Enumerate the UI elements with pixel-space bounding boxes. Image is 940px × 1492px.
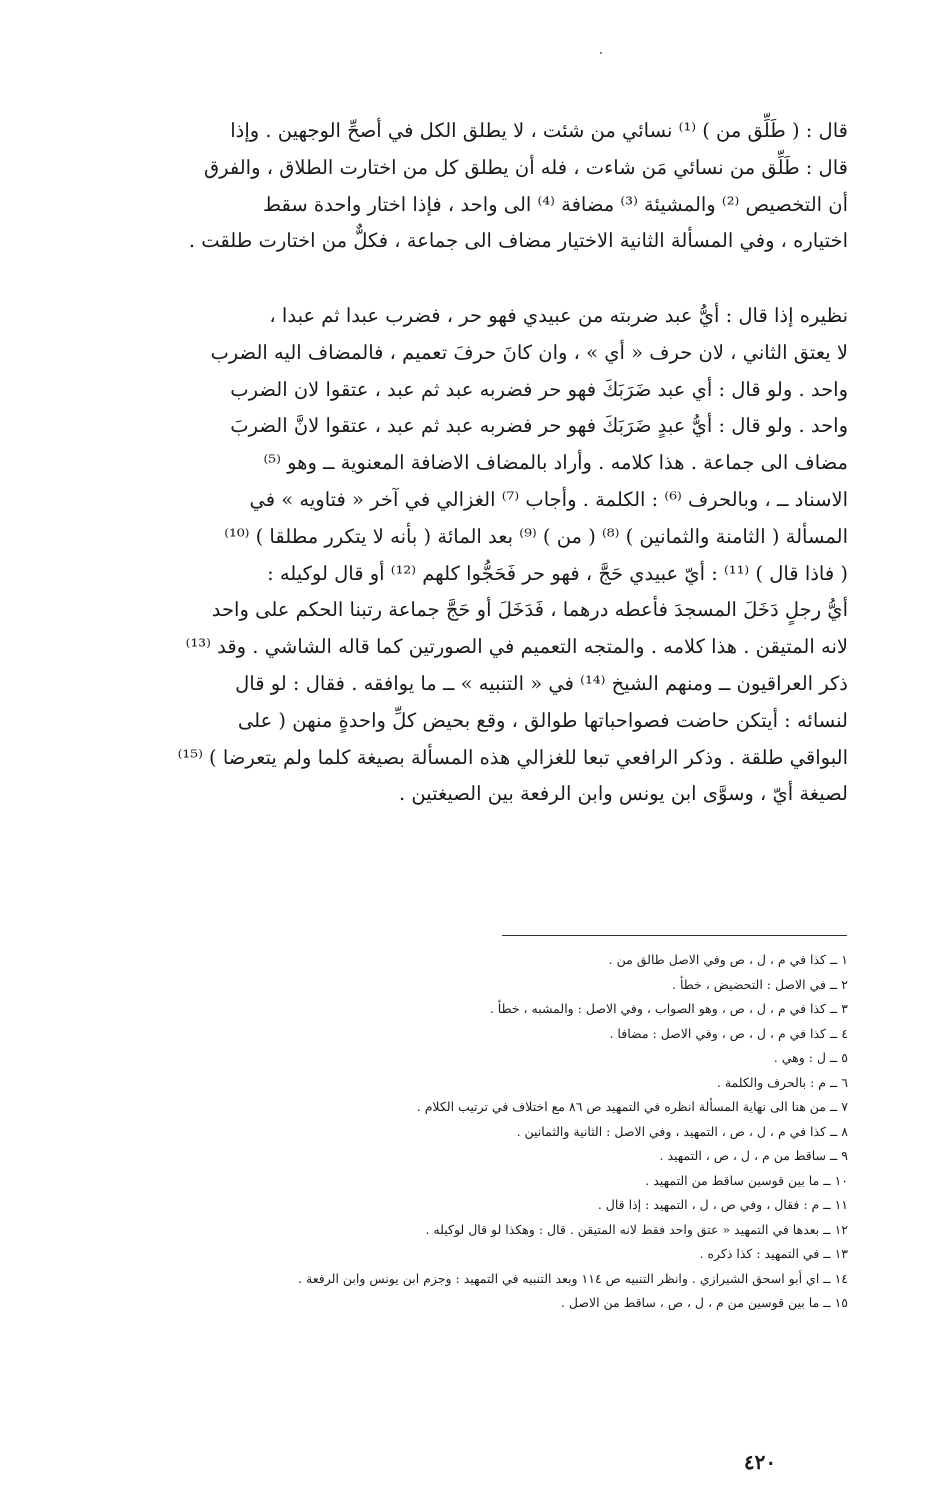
footnote: ١١ ــ م : فقال ، وفي ص ، ل ، التمهيد : إذا قال . bbox=[597, 1197, 848, 1212]
text-line: أن التخصيص ⁽²⁾ والمشيئة ⁽³⁾ مضافة ⁽⁴⁾ الى واحد ، فإذا اختار واحدة سقط bbox=[263, 192, 848, 216]
text-line: نظيره إذا قال : أيُّ عبد ضربته من عبيدي فهو حر ، فضرب عبدا ثم عبدا ، bbox=[269, 304, 848, 327]
footnotes bbox=[88, 948, 848, 1316]
footnote: ٦ ــ م : بالحرف والكلمة . bbox=[716, 1074, 848, 1090]
footnote: ٢ ــ في الاصل : التحضيض ، خطأ . bbox=[672, 976, 848, 992]
footnote: ١٢ ــ بعدها في التمهيد « عتق واحد فقط لانه المتيقن . قال : وهكذا لو قال لوكيله . bbox=[425, 1221, 848, 1237]
footnote: ١ ــ كذا في م ، ل ، ص وفي الاصل طالق من . bbox=[608, 952, 848, 967]
page-speck bbox=[600, 52, 602, 54]
footnote: ١٤ ــ اي أبو اسحق الشيرازي . وانظر التنبيه ص ١١٤ وبعد التنبيه في التمهيد : وجزم ابن يونس وابن الرفعة . bbox=[298, 1270, 848, 1286]
text-line: مضاف الى جماعة . هذا كلامه . وأراد بالمضاف الاضافة المعنوية ــ وهو ⁽⁵⁾ bbox=[263, 451, 848, 475]
text-line: قال : ( طَلِّق من ) ⁽¹⁾ نسائي من شئت ، لا يطلق الكل في أصحِّ الوجهين . وإذا bbox=[230, 119, 848, 142]
text-line: لانه المتيقن . هذا كلامه . والمتجه التعميم في الصورتين كما قاله الشاشي . وقد ⁽¹³⁾ bbox=[185, 635, 848, 659]
footnote: ١٣ ــ في التمهيد : كذا ذكره . bbox=[699, 1246, 848, 1261]
text-line: قال : طَلِّق من نسائي مَن شاءت ، فله أن يطلق كل من اختارت الطلاق ، والفرق bbox=[203, 155, 848, 179]
footnote: ٩ ــ ساقط من م ، ل ، ص ، التمهيد . bbox=[659, 1148, 848, 1163]
footnote: ٥ ــ ل : وهي . bbox=[773, 1050, 848, 1065]
main-text-paragraph-1 bbox=[88, 113, 848, 260]
footnote: ١٠ ــ ما بين قوسين ساقط من التمهيد . bbox=[645, 1172, 848, 1188]
footnote: ٧ ــ من هنا الى نهاية المسألة انظره في التمهيد ص ٨٦ مع اختلاف في ترتيب الكلام . bbox=[416, 1099, 848, 1114]
text-line: لصيغة أيّ ، وسوَّى ابن يونس وابن الرفعة بين الصيغتين . bbox=[398, 782, 848, 806]
text-line: ( فاذا قال ) ⁽¹¹⁾ : أيّ عبيدي حَجَّ ، فهو حر فَحَجُّوا كلهم ⁽¹²⁾ أو قال لوكيله : bbox=[267, 561, 848, 585]
text-line: اختياره ، وفي المسألة الثانية الاختيار مضاف الى جماعة ، فكلٌّ من اختارت طلقت . bbox=[188, 229, 848, 253]
text-line: الاسناد ــ ، وبالحرف ⁽⁶⁾ : الكلمة . وأجاب ⁽⁷⁾ الغزالي في آخر « فتاويه » في bbox=[249, 487, 848, 511]
text-line: البواقي طلقة . وذكر الرافعي تبعا للغزالي هذه المسألة بصيغة كلما ولم يتعرضا ) ⁽¹⁵⁾ bbox=[177, 745, 848, 769]
text-line: ذكر العراقيون ــ ومنهم الشيخ ⁽¹⁴⁾ في « التنبيه » ــ ما يوافقه . فقال : لو قال bbox=[235, 671, 848, 695]
text-line: واحد . ولو قال : أي عبد ضَرَبَكَ فهو حر فضربه عبد ثم عبد ، عتقوا لان الضرب bbox=[230, 377, 848, 401]
text-line: المسألة ( الثامنة والثمانين ) ⁽⁸⁾ ( من ) ⁽⁹⁾ بعد المائة ( بأنه لا يتكرر مطلقا ) ⁽¹⁰⁾ bbox=[224, 524, 848, 548]
text-line: أيُّ رجلٍ دَخَلَ المسجدَ فأعطه درهما ، فَدَخَلَ أو حَجَّ جماعة رتبنا الحكم على واحد bbox=[211, 598, 848, 622]
text-line: لا يعتق الثاني ، لان حرف « أي » ، وان كانَ حرفَ تعميم ، فالمضاف اليه الضرب bbox=[210, 340, 848, 364]
footnote: ١٥ ــ ما بين قوسين من م ، ل ، ص ، ساقط من الاصل . bbox=[560, 1295, 848, 1310]
text-line: واحد . ولو قال : أيُّ عبدٍ ضَرَبَكَ فهو حر فضربه عبد ثم عبد ، عتقوا لانَّ الضربَ bbox=[230, 414, 848, 438]
page-number: ٤٢٠ bbox=[743, 1450, 777, 1474]
footnote: ٨ ــ كذا في م ، ل ، ص ، التمهيد ، وفي الاصل : الثانية والثمانين . bbox=[516, 1123, 848, 1139]
footnote: ٤ ــ كذا في م ، ل ، ص ، وفي الاصل : مضافا . bbox=[609, 1025, 848, 1041]
footnote-separator bbox=[502, 935, 847, 936]
footnote: ٣ ــ كذا في م ، ل ، ص ، وهو الصواب ، وفي الاصل : والمشبه ، خطأ . bbox=[489, 1001, 848, 1016]
main-text-paragraph-2 bbox=[88, 298, 848, 813]
text-line: لنسائه : أيتكن حاضت فصواحباتها طوالق ، وقع بحيض كلِّ واحدةٍ منهن ( على bbox=[237, 708, 848, 732]
